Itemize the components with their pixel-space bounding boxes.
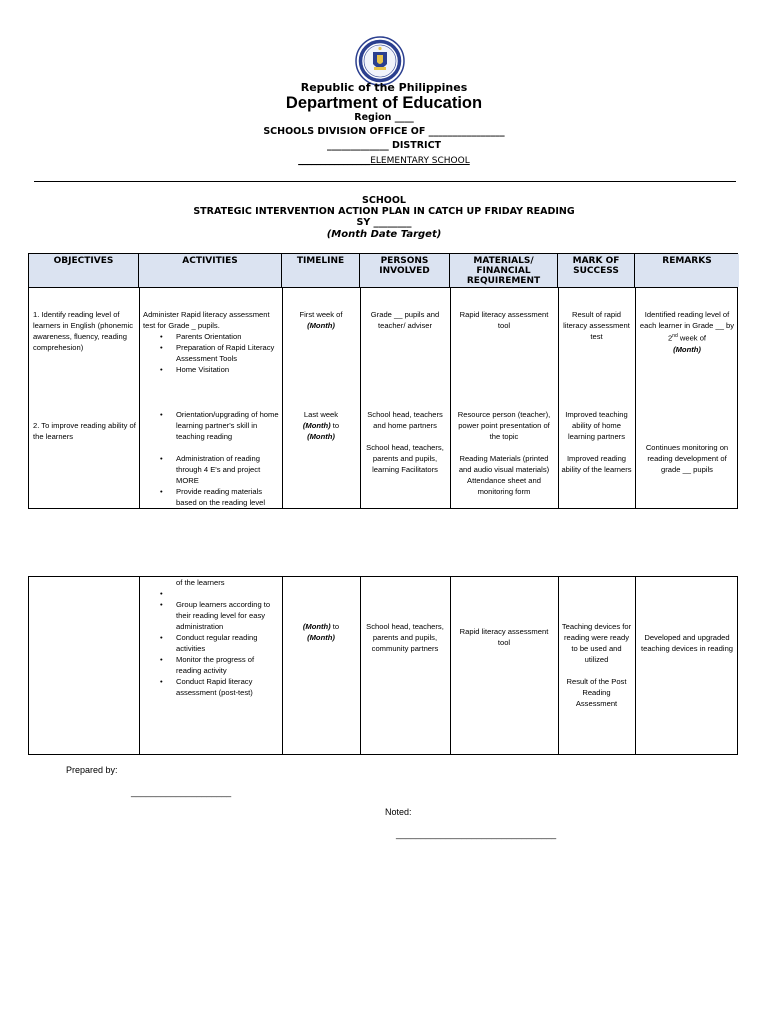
row3-persons: School head, teachers, parents and pupils, community partners xyxy=(366,622,444,653)
noted-signature-line: ________________________________ xyxy=(396,829,557,839)
row2-success-2: Improved reading ability of the learners xyxy=(561,454,632,474)
col-header-success-text: MARK OF SUCCESS xyxy=(572,256,620,276)
school-blank: ________________ xyxy=(298,156,371,166)
region-line: Region ____ xyxy=(354,112,414,123)
col-divider xyxy=(558,577,559,754)
row2-materials-3: Attendance sheet and monitoring form xyxy=(467,476,541,496)
col-header-activities: ACTIVITIES xyxy=(139,254,282,287)
action-plan-table-page1 xyxy=(28,253,738,509)
noted-label: Noted: xyxy=(385,807,412,817)
col-divider xyxy=(450,577,451,754)
col-divider xyxy=(139,577,140,754)
header-row-divider xyxy=(29,287,737,288)
list-item: • xyxy=(160,589,163,598)
row2-success-1: Improved teaching ability of home learning partners xyxy=(565,410,628,441)
col-header-timeline: TIMELINE xyxy=(282,254,360,287)
col-divider xyxy=(635,287,636,508)
republic-heading: Republic of the Philippines xyxy=(300,81,468,94)
school-label: SCHOOL xyxy=(362,195,406,206)
row2-persons xyxy=(363,409,447,475)
row1-persons: Grade __ pupils and teacher/ adviser xyxy=(370,310,440,330)
col-divider xyxy=(360,287,361,508)
row1-timeline xyxy=(284,309,358,331)
row3-activities xyxy=(160,577,280,698)
row3-timeline-range: (Month) to xyxy=(302,622,340,631)
row1-objective: 1. Identify reading level of learners in English (phonemic awareness, fluency, reading comprehesion) xyxy=(33,310,134,352)
col-divider xyxy=(360,577,361,754)
row1-timeline-text: First week of xyxy=(299,310,343,319)
col-header-objectives: OBJECTIVES xyxy=(29,254,139,287)
school-type: ELEMENTARY SCHOOL xyxy=(370,156,470,166)
list-item: • Conduct Rapid literacy assessment (post-test) xyxy=(160,677,253,697)
row2-timeline xyxy=(284,409,358,442)
row2-remarks: Continues monitoring on reading development of grade __ pupils xyxy=(645,443,729,474)
row3-materials: Rapid literacy assessment tool xyxy=(459,627,549,647)
deped-seal-logo xyxy=(355,36,405,86)
row3-activity-cont: of the learners xyxy=(176,578,225,587)
row3-remarks: Developed and upgraded teaching devices in reading xyxy=(640,633,734,653)
row1-activity-intro: Administer Rapid literacy assessment test for Grade _ pupils. xyxy=(143,310,270,330)
row1-remarks-text2: week of xyxy=(677,333,707,343)
row1-remarks-month: (Month) xyxy=(673,344,701,354)
row2-objective: 2. To improve reading ability of the learners xyxy=(33,421,136,441)
list-item: • Conduct regular reading activities xyxy=(160,633,258,653)
col-divider xyxy=(139,287,140,508)
row2-activities xyxy=(143,409,279,508)
row2-persons-2: School head, teachers, parents and pupils, learning Facilitators xyxy=(366,443,444,474)
row2-timeline-month2: (Month) xyxy=(307,432,335,441)
row2-success xyxy=(561,409,632,475)
col-header-persons-text: PERSONS INVOLVED xyxy=(379,256,430,276)
list-item: • Orientation/upgrading of home learning partner's skill in teaching reading xyxy=(160,410,279,441)
list-item: • Administration of reading through 4 E's and project MORE xyxy=(160,454,261,485)
prepared-by-label: Prepared by: xyxy=(66,765,118,775)
col-header-success xyxy=(558,254,635,287)
row2-activity-list xyxy=(160,409,279,508)
list-item: • Preparation of Rapid Literacy Assessment Tools xyxy=(160,343,275,363)
row3-success-2: Result of the Post Reading Assessment xyxy=(566,677,627,708)
school-year: SY ________ xyxy=(356,217,412,228)
month-date-target: (Month Date Target) xyxy=(326,229,442,240)
list-item: • Parents Orientation xyxy=(160,332,242,341)
col-header-materials-text: MATERIALS/ FINANCIAL REQUIREMENT xyxy=(466,256,541,286)
header-divider xyxy=(34,181,736,182)
col-header-persons xyxy=(360,254,450,287)
district-line: _____________ DISTRICT xyxy=(326,140,442,151)
col-divider xyxy=(282,577,283,754)
col-divider xyxy=(450,287,451,508)
row2-persons-1: School head, teachers and home partners xyxy=(367,410,443,430)
list-item: • Home Visitation xyxy=(160,365,230,374)
col-divider xyxy=(558,287,559,508)
row2-materials-1: Resource person (teacher), power point presentation of the topic xyxy=(457,410,551,441)
row1-materials: Rapid literacy assessment tool xyxy=(459,310,549,330)
division-line: SCHOOLS DIVISION OFFICE OF ________________ xyxy=(263,126,505,137)
row2-materials xyxy=(453,409,555,497)
col-header-materials xyxy=(450,254,558,287)
row1-remarks-text: Identified reading level of each learner in Grade __ by 2 xyxy=(639,310,735,343)
row3-success xyxy=(561,621,632,709)
list-item: • Provide reading materials based on the reading level xyxy=(160,487,266,507)
col-header-remarks: REMARKS xyxy=(635,254,739,287)
col-divider xyxy=(635,577,636,754)
school-name-line xyxy=(0,156,768,166)
col-divider xyxy=(282,287,283,508)
plan-title: STRATEGIC INTERVENTION ACTION PLAN IN CATCH UP FRIDAY READING xyxy=(193,206,575,217)
row3-timeline xyxy=(284,621,358,643)
row1-remarks xyxy=(638,309,736,355)
action-plan-table-page2 xyxy=(28,576,738,755)
row3-success-1: Teaching devices for reading were ready to be used and utilized xyxy=(561,622,632,664)
row2-timeline-range: (Month) to xyxy=(302,421,340,430)
row1-remarks-sup: nd xyxy=(672,333,678,339)
row3-activity-list xyxy=(160,588,280,698)
row1-activities xyxy=(143,309,279,375)
row1-success: Result of rapid literacy assessment test xyxy=(563,310,630,341)
list-item: • Group learners according to their reading level for easy administration xyxy=(160,600,271,631)
row1-activity-list xyxy=(160,331,279,375)
row2-materials-2: Reading Materials (printed and audio visual materials) xyxy=(458,454,550,474)
prepared-by-signature-line: ____________________ xyxy=(131,787,232,797)
list-item: • Monitor the progress of reading activity xyxy=(160,655,255,675)
row2-timeline-text: Last week xyxy=(303,410,339,419)
row3-timeline-month2: (Month) xyxy=(307,633,335,642)
department-heading: Department of Education xyxy=(285,94,483,112)
row1-timeline-month: (Month) xyxy=(307,321,335,330)
